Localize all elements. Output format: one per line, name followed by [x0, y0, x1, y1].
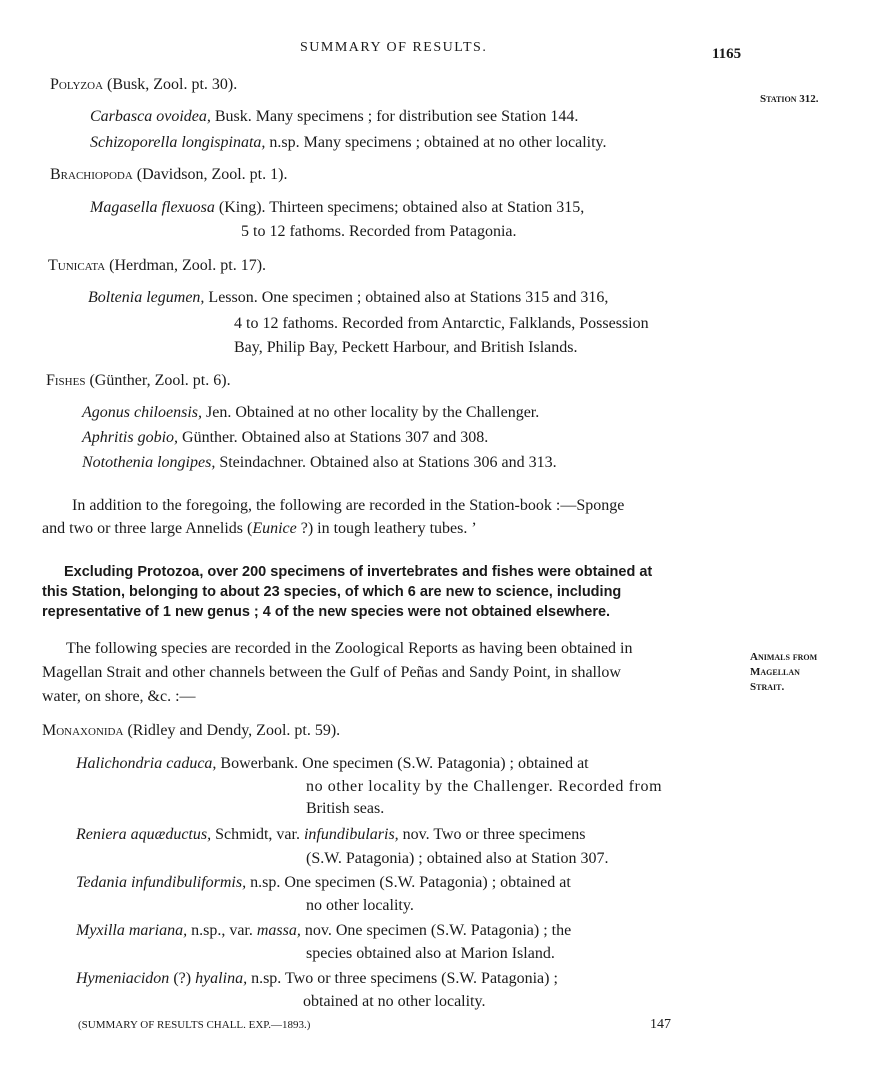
species-entry: [90, 108, 578, 126]
species-name: Reniera aquæductus,: [76, 826, 212, 843]
species-continuation: 4 to 12 fathoms. Recorded from Antarctic, Falklands, Possession: [234, 315, 649, 332]
running-header: SUMMARY OF RESULTS.: [300, 40, 488, 55]
species-name: Halichondria caduca,: [76, 755, 217, 772]
group-ref: (Ridley and Dendy, Zool. pt. 59).: [123, 722, 341, 739]
species-text: Steindachner. Obtained also at Stations 306 and 313.: [215, 454, 557, 471]
species-name: Boltenia legumen,: [88, 289, 205, 306]
species-continuation: 5 to 12 fathoms. Recorded from Patagonia.: [241, 223, 517, 240]
species-text: Bowerbank. One specimen (S.W. Patagonia) ; obtained at: [216, 755, 589, 772]
species-name: hyalina,: [195, 970, 248, 987]
text-segment: ?) in tough leathery tubes. ʼ: [296, 520, 477, 537]
margin-note-line: Magellan: [750, 666, 800, 678]
species-text: n.sp., var.: [187, 922, 257, 939]
species-text: Busk. Many specimens ; for distribution see Station 144.: [210, 108, 579, 125]
species-text: n.sp. Many specimens ; obtained at no other locality.: [265, 134, 607, 151]
species-entry: [82, 429, 488, 447]
species-name: Schizoporella longispinata,: [90, 134, 266, 151]
section-heading-monaxonida: [42, 722, 340, 740]
species-name: Tedania infundibuliformis,: [76, 874, 247, 891]
station-summary: [42, 562, 652, 622]
species-entry: [76, 970, 558, 988]
species-text: n.sp. Two or three specimens (S.W. Patagonia) ;: [247, 970, 558, 987]
species-name: Carbasca ovoidea,: [90, 108, 211, 125]
species-entry: [76, 755, 589, 773]
text-segment: and two or three large Annelids (: [42, 520, 253, 537]
species-continuation: British seas.: [306, 800, 385, 817]
species-text: Jen. Obtained at no other locality by the Challenger.: [202, 404, 540, 421]
species-text: Günther. Obtained also at Stations 307 and 308.: [178, 429, 489, 446]
species-entry: [82, 454, 557, 472]
section-heading-fishes: [46, 372, 231, 390]
section-heading-tunicata: [48, 257, 266, 275]
summary-line: this Station, belonging to about 23 species, of which 6 are new to science, including: [42, 584, 622, 600]
paragraph-line: water, on shore, &c. :—: [42, 688, 196, 705]
species-continuation: obtained at no other locality.: [303, 993, 486, 1010]
group-ref: (Herdman, Zool. pt. 17).: [105, 257, 267, 274]
paragraph-line: The following species are recorded in the Zoological Reports as having been obtained in: [66, 640, 633, 657]
species-name: Magasella flexuosa: [90, 199, 215, 216]
margin-note-animals: [750, 650, 817, 695]
group-name: Monaxonida: [42, 722, 124, 739]
species-text: Lesson. One specimen ; obtained also at Stations 315 and 316,: [204, 289, 609, 306]
species-entry: [76, 826, 586, 844]
footer-citation: (SUMMARY OF RESULTS CHALL. EXP.—1893.): [78, 1019, 311, 1031]
paragraph-line: In addition to the foregoing, the following are recorded in the Station-book :—Sponge: [72, 497, 625, 514]
species-continuation: Bay, Philip Bay, Peckett Harbour, and British Islands.: [234, 339, 578, 356]
species-entry: [90, 134, 607, 152]
footer-signature: 147: [650, 1017, 671, 1032]
species-name: Myxilla mariana,: [76, 922, 188, 939]
variety-name: massa,: [256, 922, 301, 939]
species-entry: [88, 289, 608, 307]
species-text: (King). Thirteen specimens; obtained also at Station 315,: [214, 199, 585, 216]
group-name: Fishes: [46, 372, 86, 389]
species-name: Hymeniacidon: [76, 970, 170, 987]
species-continuation: species obtained also at Marion Island.: [306, 945, 555, 962]
species-text: nov. Two or three specimens: [398, 826, 586, 843]
summary-line: Excluding Protozoa, over 200 specimens of invertebrates and fishes were obtained at: [64, 564, 653, 580]
margin-note-line: Animals from: [750, 651, 818, 663]
species-text: (?): [169, 970, 196, 987]
species-entry: [90, 199, 584, 217]
species-name: Aphritis gobio,: [82, 429, 179, 446]
species-text: n.sp. One specimen (S.W. Patagonia) ; obtained at: [246, 874, 571, 891]
section-heading-brachiopoda: [50, 166, 287, 184]
margin-note-station: Station 312.: [760, 93, 819, 105]
species-name: Notothenia longipes,: [82, 454, 216, 471]
group-ref: (Günther, Zool. pt. 6).: [85, 372, 231, 389]
variety-name: infundibularis,: [303, 826, 399, 843]
species-continuation: no other locality by the Challenger. Recorded from: [306, 778, 663, 795]
species-name: Eunice: [252, 520, 297, 537]
page-number: 1165: [712, 46, 742, 62]
species-text: Schmidt, var.: [211, 826, 304, 843]
paragraph-line: Magellan Strait and other channels between the Gulf of Peñas and Sandy Point, in shallow: [42, 664, 621, 681]
summary-line: representative of 1 new genus ; 4 of the new species were not obtained elsewhere.: [42, 604, 611, 620]
group-name: Polyzoa: [50, 76, 104, 93]
species-entry: [82, 404, 539, 422]
species-entry: [76, 874, 571, 892]
species-entry: [76, 922, 571, 940]
margin-note-line: Strait.: [750, 681, 785, 693]
section-heading-polyzoa: [50, 76, 237, 94]
species-text: nov. One specimen (S.W. Patagonia) ; the: [300, 922, 572, 939]
species-continuation: (S.W. Patagonia) ; obtained also at Station 307.: [306, 850, 609, 867]
species-name: Agonus chiloensis,: [82, 404, 202, 421]
species-continuation: no other locality.: [306, 897, 414, 914]
group-ref: (Davidson, Zool. pt. 1).: [132, 166, 288, 183]
group-name: Brachiopoda: [50, 166, 133, 183]
paragraph-line: [42, 520, 477, 538]
group-ref: (Busk, Zool. pt. 30).: [103, 76, 238, 93]
group-name: Tunicata: [48, 257, 106, 274]
